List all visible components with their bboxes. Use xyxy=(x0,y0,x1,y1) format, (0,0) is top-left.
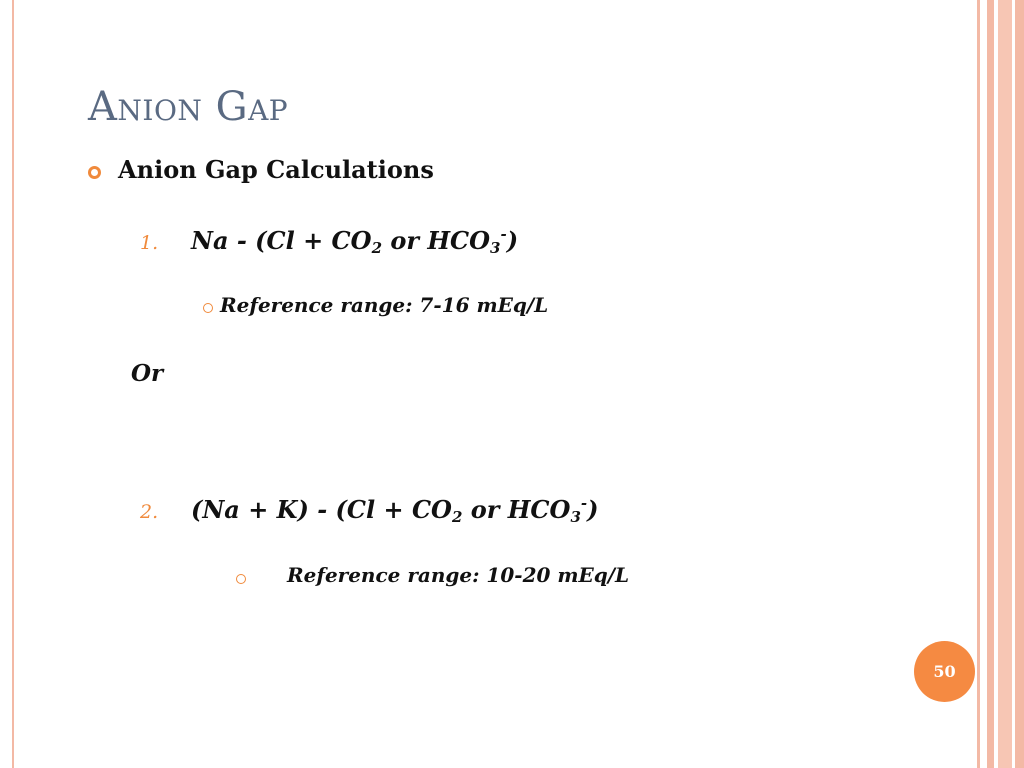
or-text: Or xyxy=(131,360,164,387)
page-number-badge: 50 xyxy=(914,641,975,702)
formula-superscript: - xyxy=(500,225,507,243)
reference-range-1: Reference range: 7-16 mEq/L xyxy=(220,293,549,317)
formula-text: ) xyxy=(506,226,519,255)
formula-1 xyxy=(191,225,518,257)
reference-range-2: Reference range: 10-20 mEq/L xyxy=(287,563,630,587)
right-border-stripe xyxy=(1015,0,1024,768)
formula-subscript: 2 xyxy=(451,508,463,526)
formula-superscript: - xyxy=(580,494,588,512)
sub-bullet-ring-icon xyxy=(236,574,246,584)
right-border-stripe xyxy=(987,0,994,768)
bullet-text: Anion Gap Calculations xyxy=(118,155,434,184)
list-number: 2. xyxy=(140,501,159,523)
formula-text: Na - (Cl + CO xyxy=(191,226,372,255)
formula-text: or HCO xyxy=(382,226,491,255)
formula-text: or HCO xyxy=(462,495,571,524)
sub-bullet-ring-icon xyxy=(203,303,213,313)
bullet-ring-icon xyxy=(88,166,101,179)
formula-subscript: 2 xyxy=(371,239,382,257)
list-number: 1. xyxy=(140,232,159,254)
formula-text: ) xyxy=(587,495,599,524)
right-border-stripe xyxy=(998,0,1012,768)
formula-subscript: 3 xyxy=(490,239,501,257)
formula-text: (Na + K) - (Cl + CO xyxy=(191,495,452,524)
formula-2 xyxy=(191,494,598,526)
right-border-stripe xyxy=(977,0,980,768)
formula-subscript: 3 xyxy=(570,508,581,526)
slide-title: Anion Gap xyxy=(88,84,289,130)
left-border-rule xyxy=(12,0,14,768)
